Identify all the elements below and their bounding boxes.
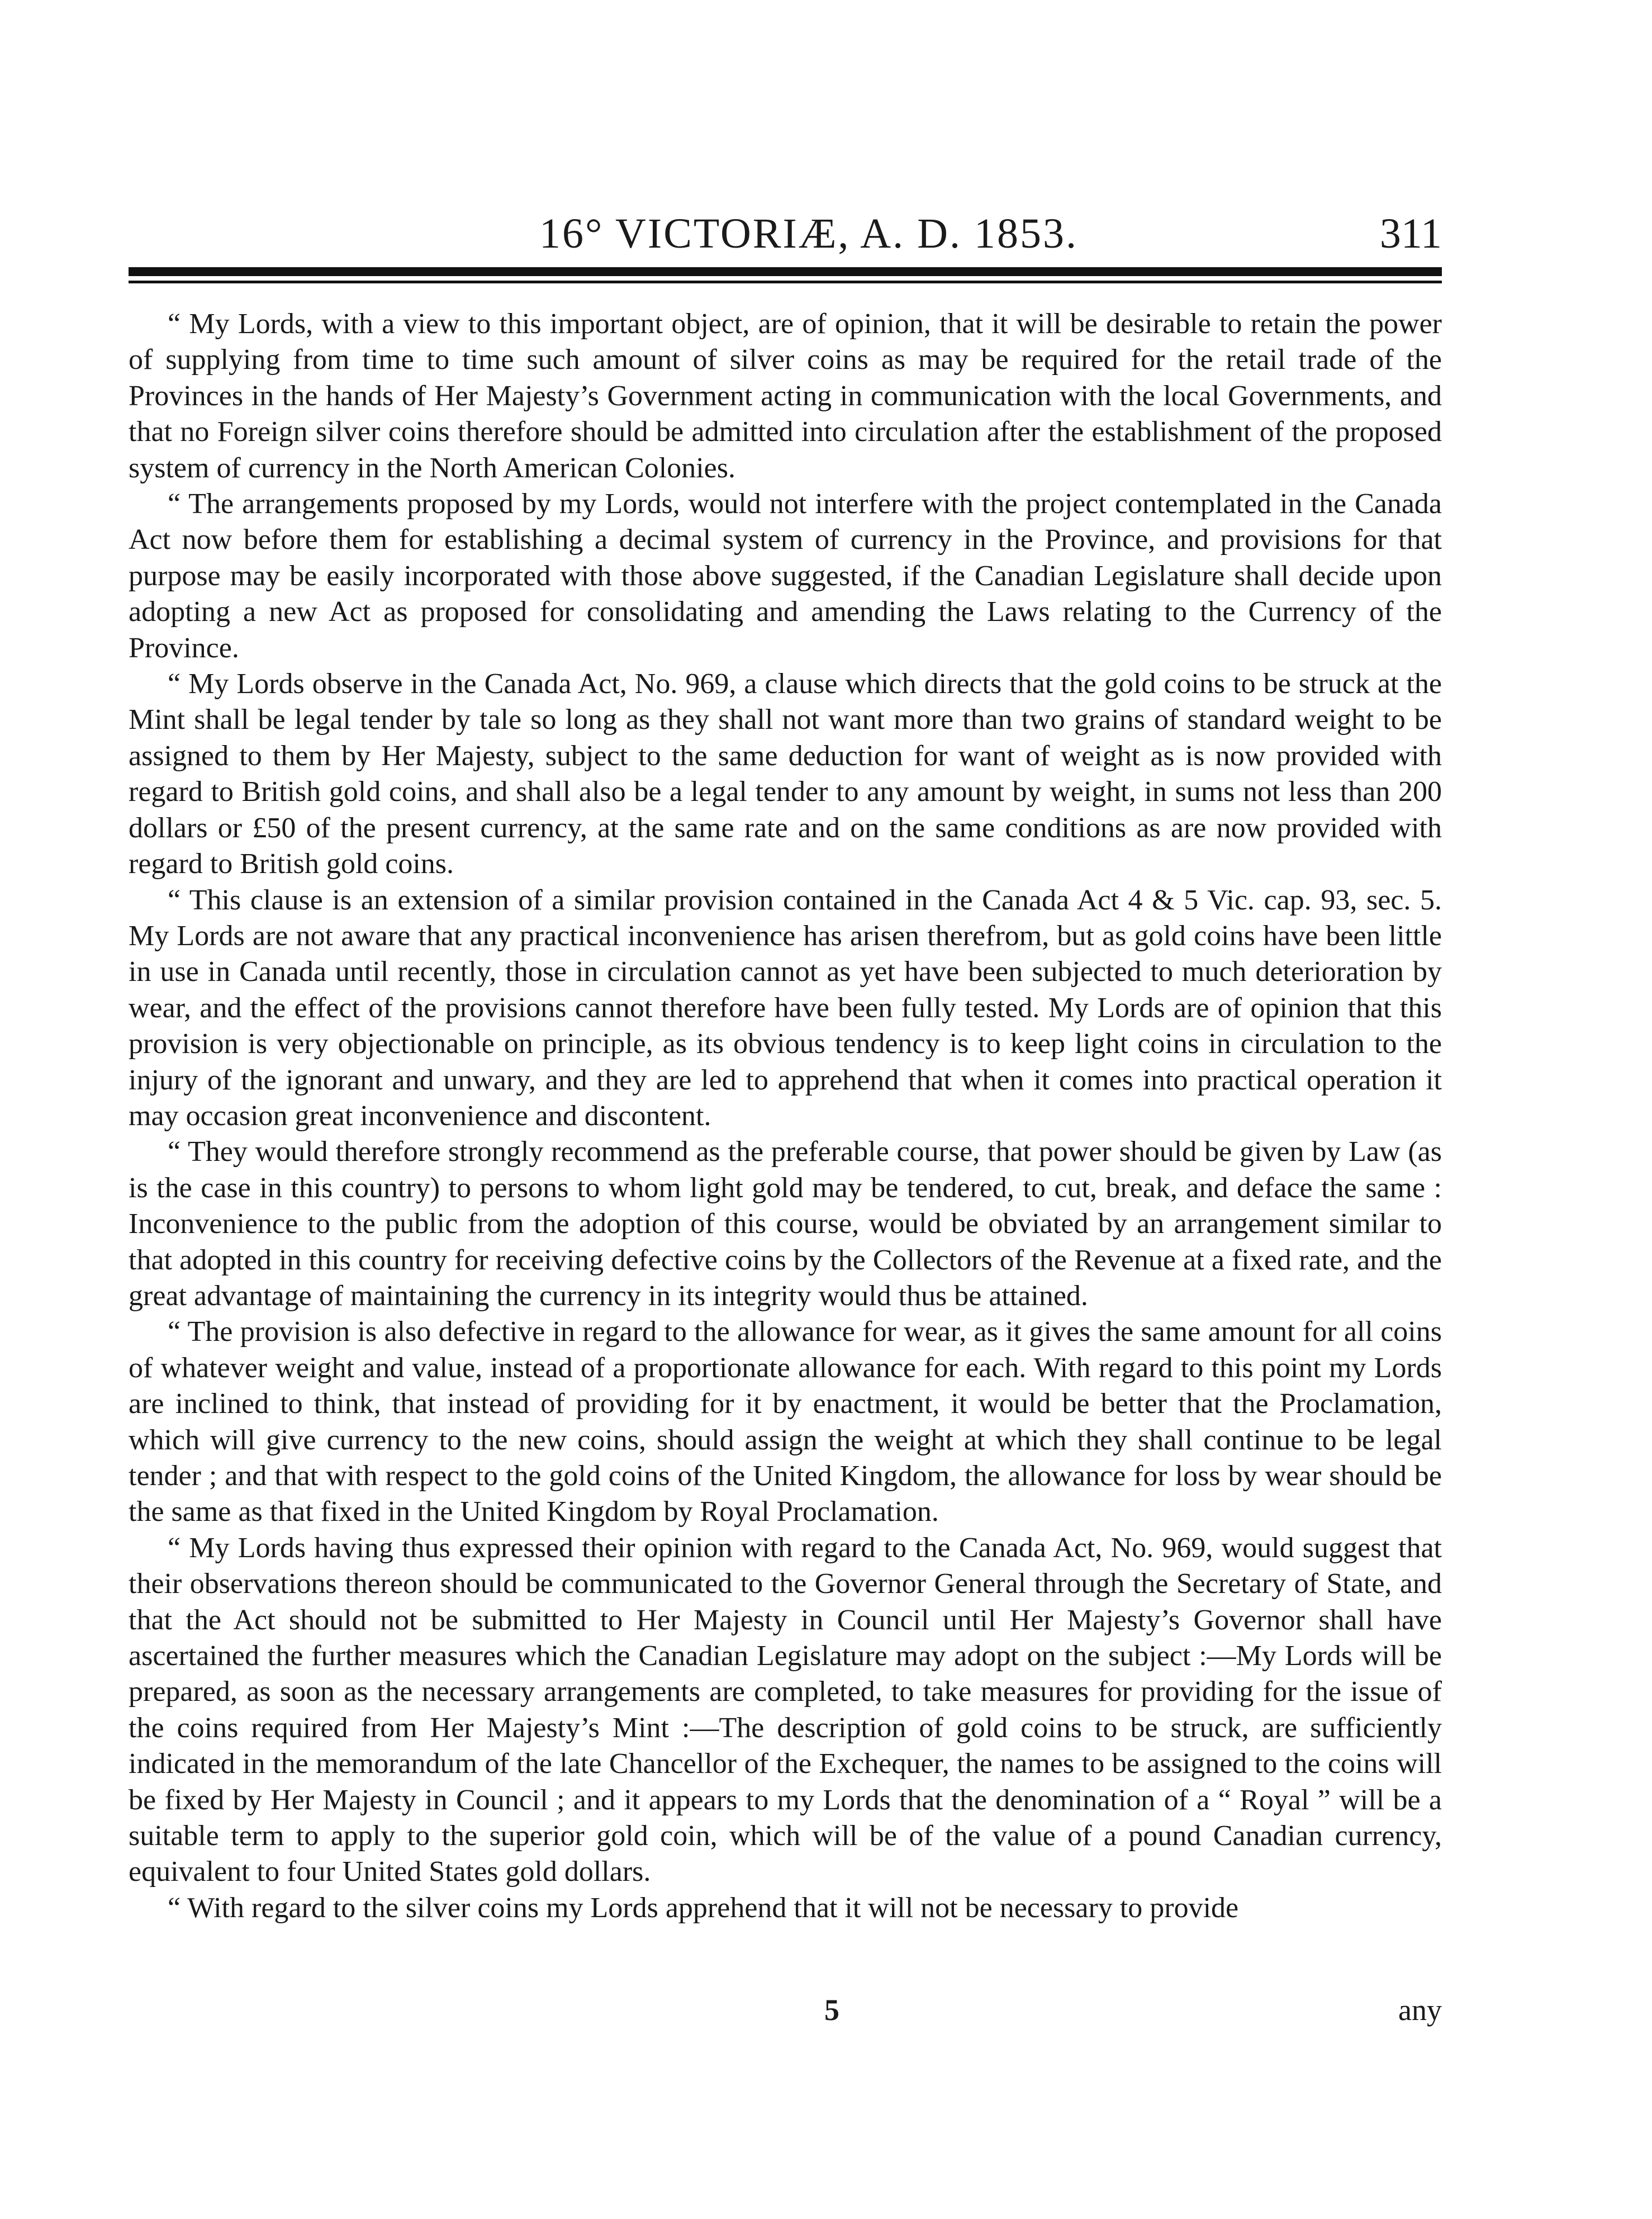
- page-number: 311: [1379, 210, 1442, 257]
- paragraph: “ My Lords observe in the Canada Act, No. 969, a clause which directs that the gold coins to be struck at the Mint shall be legal tender by tale so long as they shall not want more than two grains of standard weight to be assigned to them by Her Majesty, subject to the same deduction for want of weight as is now provided with regard to British gold coins, and shall also be a legal tender to any amount by weight, in sums not less than 200 dollars or £50 of the present currency, at the same rate and on the same conditions as are now provided with regard to British gold coins.: [129, 668, 1442, 880]
- paragraph: “ The provision is also defective in regard to the allowance for wear, as it gives the same amount for all coins of whatever weight and value, instead of a proportionate allowance for each. With regard to this point my Lords are inclined to think, that instead of providing for it by enactment, it would be better that the Proclamation, which will give currency to the new coins, should assign the weight at which they shall continue to be legal tender ; and that with respect to the gold coins of the United Kingdom, the allowance for loss by wear should be the same as that fixed in the United Kingdom by Royal Proclamation.: [129, 1316, 1442, 1528]
- page-header: [129, 210, 1442, 271]
- paragraph: “ This clause is an extension of a similar provision contained in the Canada Act 4 & 5 Vic. cap. 93, sec. 5. My Lords are not aware that any practical inconvenience has arisen therefrom, but as gold coins have been little in use in Canada until recently, those in circulation cannot as yet have been subjected to much deterioration by wear, and the effect of the provisions cannot therefore have been fully tested. My Lords are of opinion that this provision is very objectionable on principle, as its obvious tendency is to keep light coins in circulation to the injury of the ignorant and unwary, and they are led to apprehend that when it comes into practical operation it may occasion great inconvenience and discontent.: [129, 884, 1442, 1132]
- header-rule-thick: [129, 267, 1442, 276]
- paragraph: “ My Lords having thus expressed their opinion with regard to the Canada Act, No. 969, would suggest that their observations thereon should be communicated to the Governor General through the Secretary of State, and that the Act should not be submitted to Her Majesty in Council until Her Majesty’s Governor shall have ascertained the further measures which the Canadian Legislature may adopt on the subject :—My Lords will be prepared, as soon as the necessary arrangements are completed, to take measures for providing for the issue of the coins required from Her Majesty’s Mint :—The description of gold coins to be struck, are sufficiently indicated in the memorandum of the late Chancellor of the Exchequer, the names to be assigned to the coins will be fixed by Her Majesty in Council ; and it appears to my Lords that the denomination of a “ Royal ” will be a suitable term to apply to the superior gold coin, which will be of the value of a pound Canadian currency, equivalent to four United States gold dollars.: [129, 1532, 1442, 1888]
- paragraph: “ My Lords, with a view to this important object, are of opinion, that it will be desirable to retain the power of supplying from time to time such amount of silver coins as may be required for the retail trade of the Provinces in the hands of Her Majesty’s Government acting in communication with the local Governments, and that no Foreign silver coins therefore should be admitted into circulation after the establishment of the proposed system of currency in the North American Colonies.: [129, 308, 1442, 484]
- signature-mark: 5: [824, 1993, 839, 2027]
- paragraph: “ They would therefore strongly recommend as the preferable course, that power should be given by Law (as is the case in this country) to persons to whom light gold may be tendered, to cut, break, and deface the same : Inconvenience to the public from the adoption of this course, would be obviated by an arrangement similar to that adopted in this country for receiving defective coins by the Collectors of the Revenue at a fixed rate, and the great advantage of maintaining the currency in its integrity would thus be attained.: [129, 1136, 1442, 1312]
- page-footer: [129, 1993, 1442, 2037]
- header-rule-thin: [129, 281, 1442, 283]
- catchword: any: [1398, 1993, 1442, 2027]
- body-text: [129, 306, 1442, 1926]
- paragraph: “ The arrangements proposed by my Lords, would not interfere with the project contemplated in the Canada Act now before them for establishing a decimal system of currency in the Province, and provisions for that purpose may be easily incorporated with those above suggested, if the Canadian Legislature shall decide upon adopting a new Act as proposed for consolidating and amending the Laws relating to the Currency of the Province.: [129, 488, 1442, 664]
- running-head: 16° VICTORIÆ, A. D. 1853.: [539, 210, 1078, 257]
- paragraph: “ With regard to the silver coins my Lords apprehend that it will not be necessary to provide: [168, 1891, 1239, 1924]
